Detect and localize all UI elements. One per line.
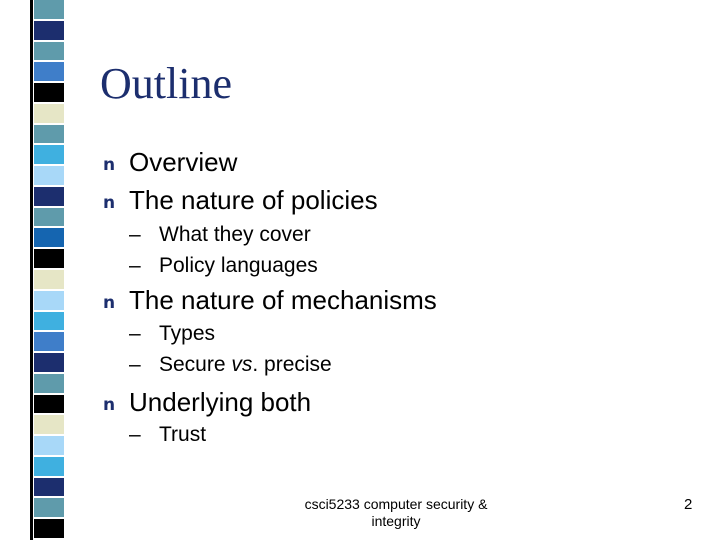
sub-dash: – — [129, 423, 141, 446]
sub-types: Types — [159, 322, 216, 345]
stripe-block — [34, 312, 64, 331]
stripe-block — [34, 62, 64, 81]
stripe-block — [34, 291, 64, 310]
stripe-block — [34, 478, 64, 497]
stripe-block — [34, 332, 64, 351]
bullet-marker: n — [103, 193, 116, 213]
sub-trust: Trust — [159, 423, 207, 446]
sub-what-they-cover: What they cover — [159, 223, 311, 246]
stripe-block — [34, 166, 64, 185]
stripe-block — [34, 208, 64, 227]
bullet-marker: n — [103, 155, 116, 175]
sub-secure-vs-precise — [159, 353, 332, 377]
stripe-block — [34, 125, 64, 144]
stripe-block — [34, 415, 64, 434]
sub-dash: – — [129, 223, 141, 246]
stripe-block — [34, 353, 64, 372]
slide-title: Outline — [100, 59, 232, 108]
secure-text: Secure — [159, 353, 232, 376]
stripe-block — [34, 145, 64, 164]
stripe-block — [34, 498, 64, 517]
decorative-stripe — [0, 0, 66, 540]
stripe-block — [34, 457, 64, 476]
page-number: 2 — [684, 496, 693, 513]
stripe-block — [34, 0, 64, 19]
stripe-block — [34, 187, 64, 206]
stripe-block — [34, 374, 64, 393]
stripe-block — [34, 519, 64, 538]
sub-policy-languages: Policy languages — [159, 254, 318, 277]
stripe-edge — [30, 0, 33, 540]
stripe-block — [34, 249, 64, 268]
stripe-block — [34, 270, 64, 289]
bullet-nature-of-mechanisms: The nature of mechanisms — [129, 285, 437, 315]
bullet-marker: n — [103, 395, 116, 415]
sub-dash: – — [129, 322, 141, 345]
vs-text: vs — [231, 353, 253, 376]
stripe-block — [34, 228, 64, 247]
stripe-block — [34, 21, 64, 40]
stripe-block — [34, 83, 64, 102]
precise-text: . precise — [252, 353, 332, 376]
stripe-block — [34, 42, 64, 61]
bullet-underlying-both: Underlying both — [129, 387, 312, 417]
bullet-overview: Overview — [129, 147, 238, 177]
bullet-nature-of-policies: The nature of policies — [129, 185, 378, 215]
stripe-block — [34, 104, 64, 123]
bullet-marker: n — [103, 293, 116, 313]
sub-dash: – — [129, 353, 141, 376]
slide-footer: csci5233 computer security & integrity — [304, 496, 488, 529]
sub-dash: – — [129, 254, 141, 277]
stripe-block — [34, 436, 64, 455]
stripe-block — [34, 395, 64, 414]
